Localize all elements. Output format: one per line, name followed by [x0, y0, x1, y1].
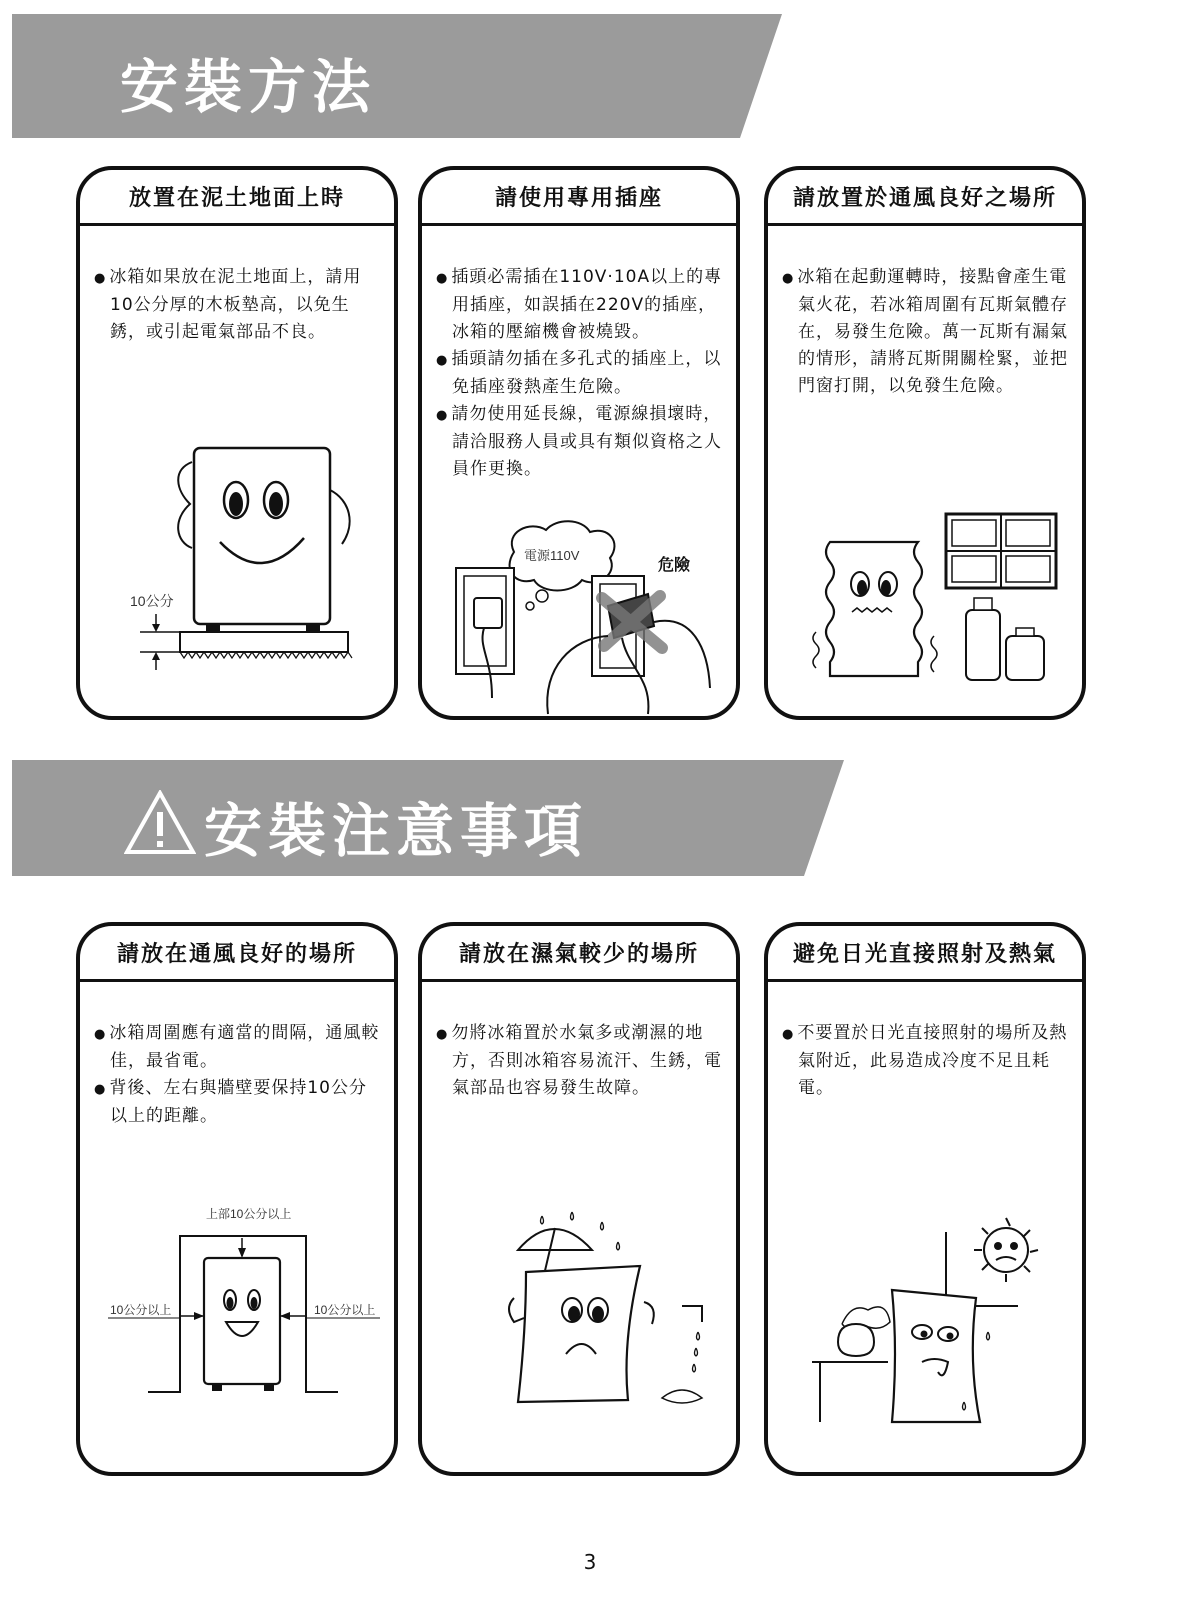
card-text: [422, 226, 736, 483]
top-clearance-label: 上部10公分以上: [206, 1207, 292, 1221]
section-banner-installation-method: [12, 14, 782, 138]
bullet-text: ● 冰箱如果放在泥土地面上，請用10公分厚的木板墊高，以免生銹，或引起電氣部品不良。: [94, 264, 382, 346]
thickness-label: 10公分: [130, 593, 174, 609]
card-dedicated-socket: [418, 166, 740, 720]
bullet-text: ● 冰箱在起動運轉時，接點會產生電氣火花，若冰箱周圍有瓦斯氣體存在，易發生危險。萬一瓦斯有漏氣的情形，請將瓦斯開關栓緊，並把門窗打開，以免發生危險。: [782, 264, 1070, 400]
card-avoid-sunlight-heat: [764, 922, 1086, 1476]
cloud-label: 電源110V: [524, 548, 580, 563]
fridge-on-board-illustration: [80, 430, 398, 670]
bullet-text: ● 背後、左右與牆壁要保持10公分以上的距離。: [94, 1075, 382, 1130]
warning-triangle-icon: [124, 790, 196, 856]
card-text: [80, 982, 394, 1130]
bullet-text: ● 不要置於日光直接照射的場所及熱氣附近，此易造成冷度不足且耗電。: [782, 1020, 1070, 1102]
bullet-text: ● 冰箱周圍應有適當的間隔，通風較佳，最省電。: [94, 1020, 382, 1075]
card-text: [768, 226, 1082, 400]
card-mud-floor: [76, 166, 398, 720]
card-text: [422, 982, 736, 1102]
clearance-diagram-illustration: [80, 1202, 398, 1402]
bullet-text: ● 勿將冰箱置於水氣多或潮濕的地方，否則冰箱容易流汗、生銹，電氣部品也容易發生故障。: [436, 1020, 724, 1102]
bullet-text: ● 插頭必需插在110V‧10A以上的專用插座，如誤插在220V的插座，冰箱的壓縮機會被燒毀。: [436, 264, 724, 346]
section-title: 安裝方法: [120, 53, 377, 121]
socket-plug-illustration: [422, 518, 740, 718]
card-text: [768, 982, 1082, 1102]
section-banner-installation-notes: [12, 760, 844, 884]
right-clearance-label: 10公分以上: [314, 1303, 376, 1317]
card-ventilated-place: [764, 166, 1086, 720]
sun-heat-illustration: [768, 1202, 1086, 1432]
card-heading: 請放在通風良好的場所: [80, 926, 394, 982]
bullet-text: ● 插頭請勿插在多孔式的插座上，以免插座發熱產生危險。: [436, 346, 724, 401]
card-heading: 放置在泥土地面上時: [80, 170, 394, 226]
humid-place-illustration: [422, 1202, 740, 1422]
page-number: 3: [583, 1550, 597, 1574]
gas-leak-illustration: [768, 506, 1086, 696]
card-heading: 請放在濕氣較少的場所: [422, 926, 736, 982]
danger-label: 危險: [658, 557, 691, 574]
left-clearance-label: 10公分以上: [110, 1303, 172, 1317]
bullet-text: ● 請勿使用延長線，電源線損壞時，請洽服務人員或具有類似資格之人員作更換。: [436, 401, 724, 483]
card-heading: 請使用專用插座: [422, 170, 736, 226]
section-title: 安裝注意事項: [204, 797, 589, 865]
card-text: [80, 226, 394, 346]
card-low-humidity: [418, 922, 740, 1476]
card-heading: 請放置於通風良好之場所: [768, 170, 1082, 226]
card-heading: 避免日光直接照射及熱氣: [768, 926, 1082, 982]
card-ventilation-spacing: [76, 922, 398, 1476]
